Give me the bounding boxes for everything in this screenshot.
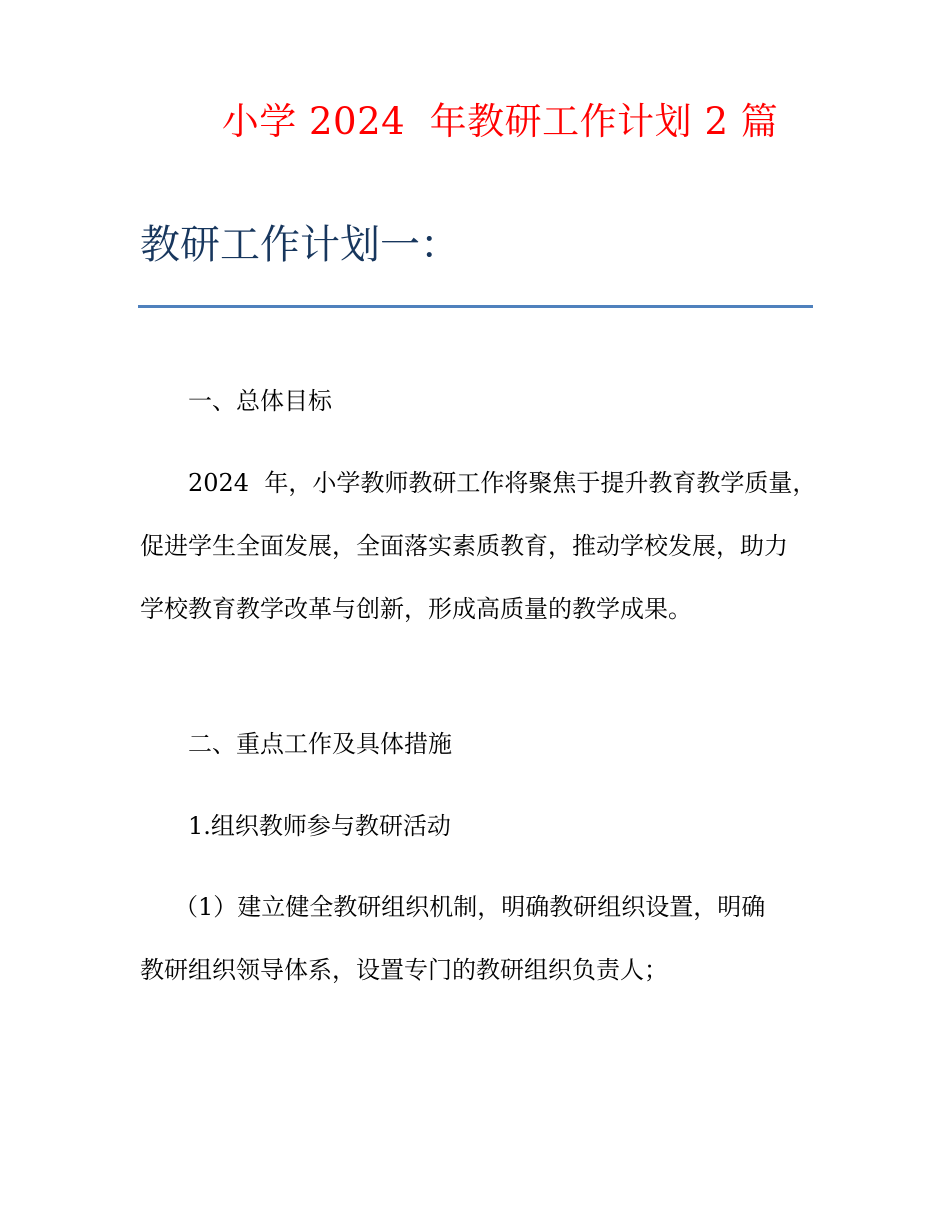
paragraph-key-work-heading: 二、重点工作及具体措施 xyxy=(188,730,452,758)
paragraph-goal-line-3: 学校教育教学改革与创新，形成高质量的教学成果。 xyxy=(140,595,692,623)
heading-divider xyxy=(138,305,813,308)
paragraph-subheading-1: 1.组织教师参与教研活动 xyxy=(188,812,451,840)
paragraph-item-1-line-2: 教研组织领导体系，设置专门的教研组织负责人； xyxy=(140,956,668,984)
document-title: 小学 2024 年教研工作计划 2 篇 xyxy=(221,100,779,143)
section-heading: 教研工作计划一： xyxy=(140,222,460,268)
paragraph-item-1-line-1: （1）建立健全教研组织机制，明确教研组织设置，明确 xyxy=(174,893,766,921)
paragraph-goal-line-2: 促进学生全面发展，全面落实素质教育，推动学校发展，助力 xyxy=(140,532,788,560)
paragraph-goal-line-1: 2024 年，小学教师教研工作将聚焦于提升教育教学质量， xyxy=(188,469,817,497)
paragraph-goal-heading: 一、总体目标 xyxy=(188,387,332,415)
